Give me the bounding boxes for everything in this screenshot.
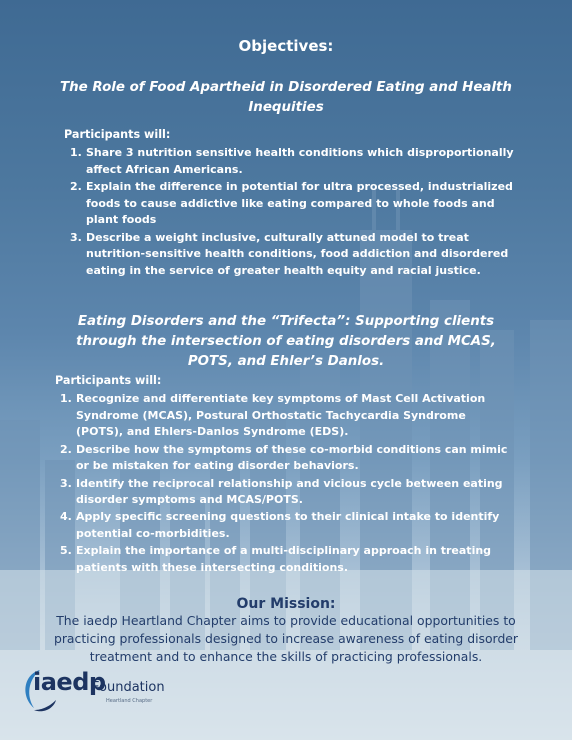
list-number: 3. bbox=[70, 230, 82, 244]
mission-text: The iaedp Heartland Chapter aims to provide educational opportunities to practicing professionals designed to increase awareness of eating disorder treatment and to enhance the skills of practicing professionals. bbox=[53, 613, 519, 664]
list-number: 4. bbox=[60, 510, 72, 524]
logo-foundation-text: Foundation bbox=[92, 680, 165, 695]
list-text: Explain the importance of a multi-disciplinary approach in treating patients with these intersecting conditions. bbox=[76, 544, 492, 575]
talk1-objectives-list bbox=[70, 145, 520, 280]
list-text: Explain the difference in potential for ultra processed, industrialized foods to cause addictive like eating compared to whole foods and plant foods bbox=[86, 179, 513, 227]
logo-wordmark: iaedp bbox=[33, 668, 106, 696]
talk2-title: Eating Disorders and the “Trifecta”: Supporting clients through the intersection of eating disorders and MCAS, POTS, and Ehler’s Danlos. bbox=[76, 314, 496, 369]
list-text: Recognize and differentiate key symptoms of Mast Cell Activation Syndrome (MCAS), Postural Orthostatic Tachycardia Syndrome (POTS), and Ehlers-Danlos Syndrome (EDS). bbox=[76, 392, 486, 439]
talk2-intro: Participants will: bbox=[55, 374, 162, 387]
list-text: Apply specific screening questions to their clinical intake to identify potential co-morbidities. bbox=[76, 510, 500, 541]
list-text: Describe how the symptoms of these co-morbid conditions can mimic or be mistaken for eating disorder behaviors. bbox=[76, 442, 508, 473]
mission-heading: Our Mission: bbox=[236, 596, 336, 612]
iaedp-logo bbox=[18, 666, 188, 716]
talk2-objectives-list bbox=[60, 391, 510, 577]
list-number: 2. bbox=[60, 442, 72, 456]
objectives-heading: Objectives: bbox=[238, 37, 334, 55]
list-item bbox=[60, 442, 510, 475]
list-item bbox=[70, 179, 520, 229]
list-text: Share 3 nutrition sensitive health conditions which disproportionally affect African Americans. bbox=[86, 146, 514, 176]
list-text: Describe a weight inclusive, culturally attuned model to treat nutrition-sensitive health conditions, food addiction and disordered eating in the service of greater health equity and racial justice. bbox=[86, 230, 509, 277]
list-number: 2. bbox=[70, 179, 82, 193]
talk1-intro: Participants will: bbox=[64, 128, 171, 141]
list-item bbox=[60, 476, 510, 509]
list-number: 1. bbox=[60, 392, 72, 405]
list-item bbox=[60, 391, 510, 441]
list-number: 3. bbox=[60, 476, 72, 490]
list-item bbox=[70, 145, 520, 178]
talk1-title: The Role of Food Apartheid in Disordered Eating and Health Inequities bbox=[60, 80, 512, 115]
list-item bbox=[60, 509, 510, 542]
list-number: 5. bbox=[60, 544, 72, 558]
list-item bbox=[60, 543, 510, 576]
logo-subtitle: Heartland Chapter bbox=[106, 698, 153, 704]
list-text: Identify the reciprocal relationship and vicious cycle between eating disorder symptoms and MCAS/POTS. bbox=[76, 476, 503, 507]
list-number: 1. bbox=[70, 146, 82, 159]
list-item bbox=[70, 230, 520, 280]
